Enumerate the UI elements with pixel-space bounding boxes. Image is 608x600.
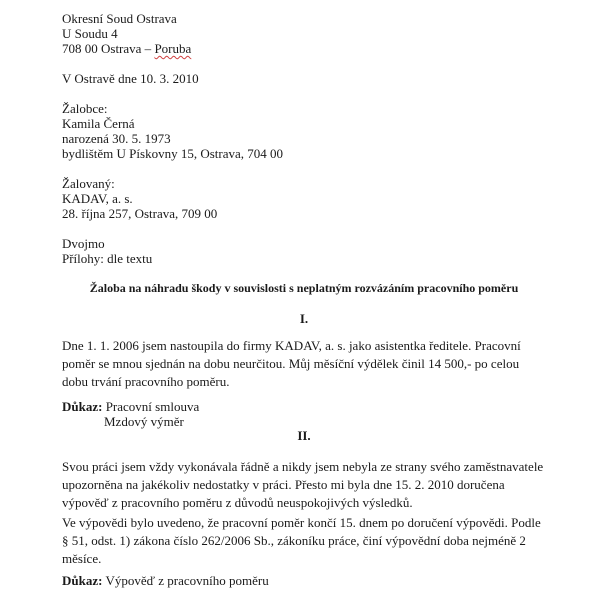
section-1-numeral: I. xyxy=(299,311,309,326)
evidence-item: Pracovní smlouva xyxy=(105,399,200,414)
court-city-district: Poruba xyxy=(154,41,192,56)
section-2-text-1: Svou práci jsem vždy vykonávala řádně a nikdy jsem nebyla ze strany svého zaměstnavatele upozorněna na jakékoliv nedostatky v práci. Přesto mi byla dne 15. 2. 2010 doručena výpověď z pracovního poměru z důvodů neuspokojivých výsledků. xyxy=(62,459,544,510)
defendant-heading: Žalovaný: xyxy=(62,176,115,191)
document-title: Žaloba na náhradu škody v souvislosti s neplatným rozvázáním pracovního poměru xyxy=(89,281,519,295)
section-1-evidence-2: Mzdový výměr xyxy=(104,414,184,429)
evidence-label: Důkaz: xyxy=(62,399,103,414)
evidence-label: Důkaz: xyxy=(62,573,103,588)
section-2-evidence xyxy=(62,573,269,588)
plaintiff-name: Kamila Černá xyxy=(62,116,135,131)
section-2-numeral: II. xyxy=(297,428,311,443)
plaintiff-residence: bydlištěm U Pískovny 15, Ostrava, 704 00 xyxy=(62,146,283,161)
place-date: V Ostravě dne 10. 3. 2010 xyxy=(62,71,199,86)
section-1-evidence xyxy=(62,399,199,414)
court-name: Okresní Soud Ostrava xyxy=(62,11,177,26)
plaintiff-born: narozená 30. 5. 1973 xyxy=(62,131,171,146)
section-2-text-2: Ve výpovědi bylo uvedeno, že pracovní poměr končí 15. dnem po doručení výpovědi. Podle § 51, odst. 1) zákona číslo 262/2006 Sb., zákoníku práce, činí výpovědní doba nejméně 2 měsíce. xyxy=(62,515,541,566)
court-city xyxy=(62,41,191,56)
attachments-note: Přílohy: dle textu xyxy=(62,251,153,266)
defendant-name: KADAV, a. s. xyxy=(62,191,133,206)
plaintiff-heading: Žalobce: xyxy=(62,101,108,116)
copies-note: Dvojmo xyxy=(62,236,105,251)
court-city-prefix: 708 00 Ostrava – xyxy=(62,41,155,56)
section-1-text: Dne 1. 1. 2006 jsem nastoupila do firmy KADAV, a. s. jako asistentka ředitele. Pracovní poměr se mnou sjednán na dobu neurčitou. Můj měsíční výdělek činil 14 500,- po celou dobu trvání pracovního poměru. xyxy=(62,338,521,389)
evidence-item: Výpověď z pracovního poměru xyxy=(105,573,269,588)
defendant-address: 28. října 257, Ostrava, 709 00 xyxy=(62,206,218,221)
court-street: U Soudu 4 xyxy=(62,26,118,41)
